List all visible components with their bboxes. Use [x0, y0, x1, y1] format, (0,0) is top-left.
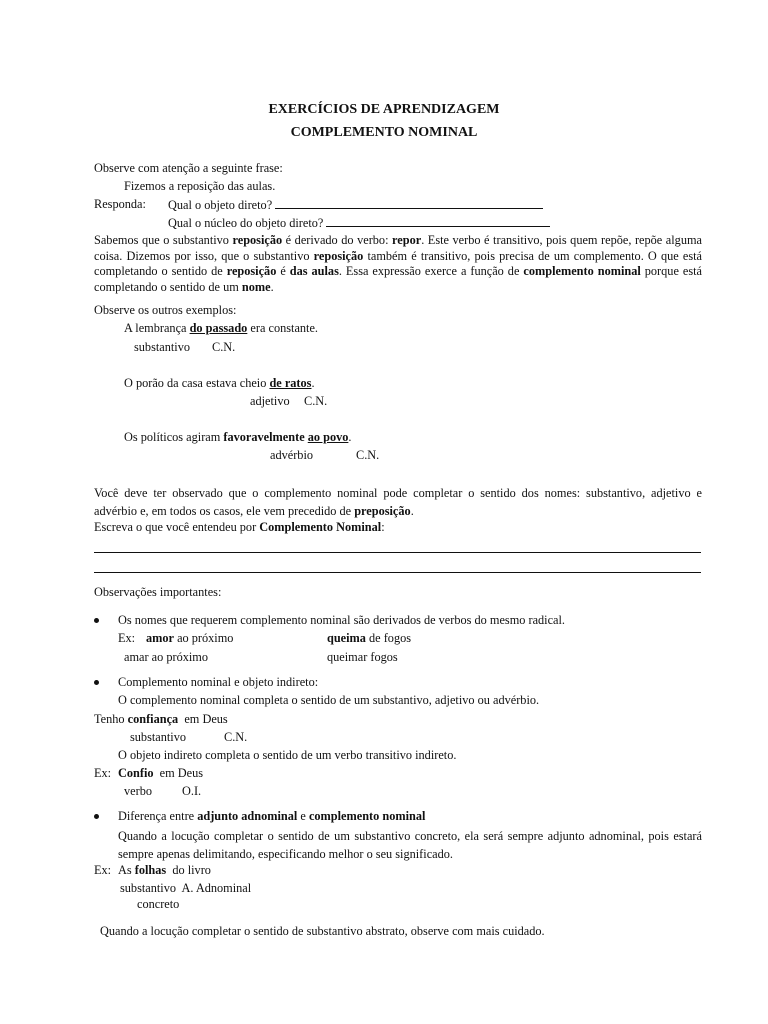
example-3: Os políticos agiram favoravelmente ao povo.: [124, 430, 352, 444]
obs-item-2-label-oi: O.I.: [182, 784, 202, 798]
obs-item-1-queimar: queimar fogos: [327, 650, 398, 664]
paragraph-observado: Você deve ter observado que o complemento nominal pode completar o sentido dos nomes: substantivo, adjetivo e advérbio e, em todos os casos, ele vem precedido de preposição.: [94, 486, 702, 519]
obs-item-2-label-substantivo: substantivo: [130, 730, 187, 744]
obs-item-3-label-1: substantivo A. Adnominal: [120, 881, 252, 895]
obs-item-3-ex-label: Ex:: [94, 863, 112, 877]
example-3-label-cn: C.N.: [356, 448, 380, 462]
page-title: EXERCÍCIOS DE APRENDIZAGEM: [268, 102, 500, 117]
obs-item-1-amor: amor ao próximo: [146, 631, 234, 645]
examples-heading: Observe os outros exemplos:: [94, 303, 237, 317]
example-3-label-adverbio: advérbio: [270, 448, 314, 462]
obs-item-2-label-cn: C.N.: [224, 730, 248, 744]
example-2-label-cn: C.N.: [304, 394, 328, 408]
bullet-icon: [94, 680, 99, 685]
obs-item-2-tenho: Tenho confiança em Deus: [94, 712, 228, 726]
paragraph-reposicao: Sabemos que o substantivo reposição é derivado do verbo: repor. Este verbo é transitivo, pois quem repõe, repõe alguma coisa. Dizemos por isso, que o substantivo reposição também é transitivo, pois precisa de um complemento. O que está completando o sentido de reposição é das aulas. Essa expressão exerce a função de complemento nominal porque está completando o sentido de um nome.: [94, 233, 702, 295]
answer-line-1[interactable]: [275, 198, 543, 209]
responda-label: Responda:: [94, 197, 146, 211]
obs-item-2-cn-def: O complemento nominal completa o sentido de um substantivo, adjetivo ou advérbio.: [118, 693, 540, 707]
escreva-prompt: Escreva o que você entendeu por Complemento Nominal:: [94, 520, 385, 534]
obs-item-2-ex-label: Ex:: [94, 766, 112, 780]
final-note: Quando a locução completar o sentido de substantivo abstrato, observe com mais cuidado.: [100, 924, 545, 938]
obs-item-1-amar: amar ao próximo: [124, 650, 209, 664]
example-1-label-substantivo: substantivo: [134, 340, 191, 354]
obs-item-2-oi-def: O objeto indireto completa o sentido de um verbo transitivo indireto.: [118, 748, 457, 762]
example-2-label-adjetivo: adjetivo: [250, 394, 290, 408]
obs-item-3-label-2: concreto: [137, 897, 180, 911]
question-2-text: Qual o núcleo do objeto direto?: [168, 216, 324, 230]
answer-line-3[interactable]: [94, 552, 701, 553]
obs-item-2: Complemento nominal e objeto indireto:: [118, 675, 319, 689]
page-subtitle: COMPLEMENTO NOMINAL: [290, 125, 478, 140]
example-1-label-cn: C.N.: [212, 340, 236, 354]
obs-item-1-queima: queima de fogos: [327, 631, 412, 645]
obs-item-2-confio: Confio em Deus: [118, 766, 204, 780]
question-1-text: Qual o objeto direto?: [168, 198, 273, 212]
answer-line-2[interactable]: [326, 216, 550, 227]
intro-sentence: Fizemos a reposição das aulas.: [124, 179, 276, 193]
obs-item-1: Os nomes que requerem complemento nominal são derivados de verbos do mesmo radical.: [118, 613, 566, 627]
obs-item-3: Diferença entre adjunto adnominal e complemento nominal: [118, 809, 426, 823]
obs-item-1-ex-label: Ex:: [118, 631, 136, 645]
question-2: [168, 216, 550, 229]
intro-observe: Observe com atenção a seguinte frase:: [94, 161, 283, 175]
obs-item-3-example: As folhas do livro: [118, 863, 211, 877]
question-1: [168, 198, 543, 211]
example-1: A lembrança do passado era constante.: [124, 321, 318, 335]
bullet-icon: [94, 618, 99, 623]
answer-line-4[interactable]: [94, 572, 701, 573]
obs-item-2-label-verbo: verbo: [124, 784, 152, 798]
obs-item-3-paragraph: Quando a locução completar o sentido de um substantivo concreto, ela será sempre adjunto adnominal, pois estará sempre apenas delimitando, especificando melhor o seu significado.: [118, 829, 702, 862]
bullet-icon: [94, 814, 99, 819]
observations-heading: Observações importantes:: [94, 585, 222, 599]
example-2: O porão da casa estava cheio de ratos.: [124, 376, 315, 390]
